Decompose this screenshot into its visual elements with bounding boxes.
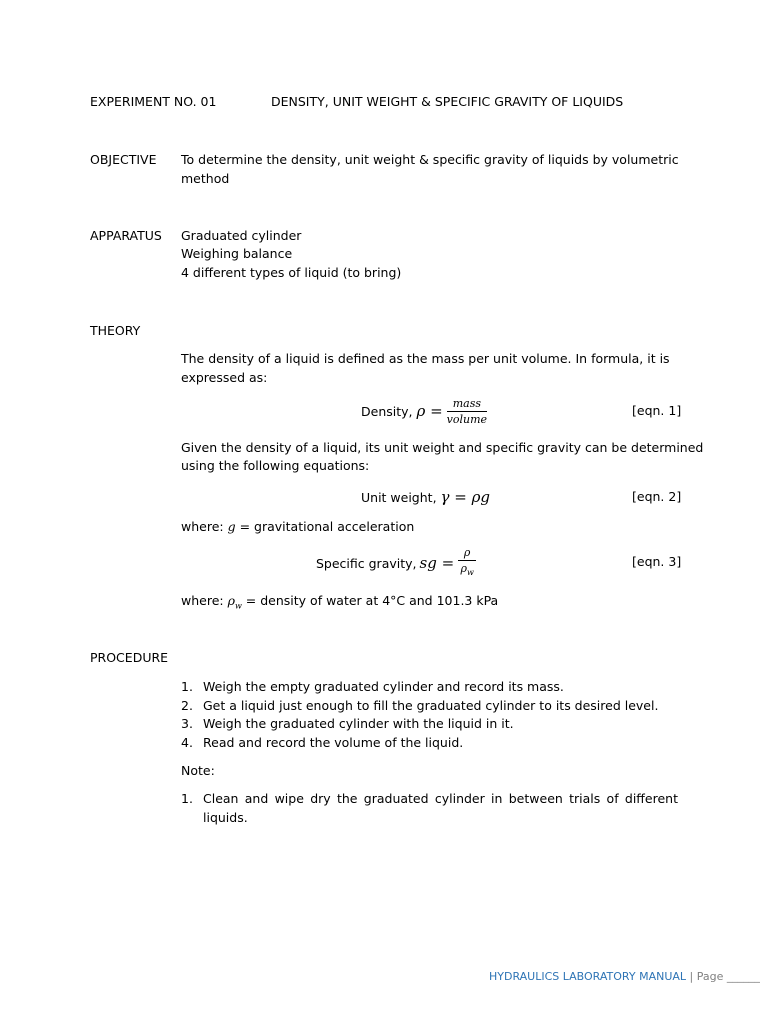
where2-text: = density of water at 4°C and 101.3 kPa [245, 593, 499, 608]
note-item [181, 790, 678, 827]
apparatus-item: Weighing balance [181, 246, 293, 261]
where-gravity [181, 518, 414, 536]
eq3-numerator: ρ [458, 546, 476, 561]
procedure-steps [181, 678, 681, 752]
eq3-fraction [458, 546, 476, 579]
note-label: Note: [181, 763, 215, 778]
footer-separator: | [689, 970, 694, 983]
eq2-tag: [eqn. 2] [632, 489, 682, 504]
eq2-expression: γ = ρg [440, 488, 491, 506]
eq1-tag: [eqn. 1] [632, 403, 682, 418]
apparatus-label: APPARATUS [90, 228, 162, 243]
procedure-label: PROCEDURE [90, 650, 169, 665]
step-text: Read and record the volume of the liquid. [203, 734, 464, 750]
eq1-numerator: mass [447, 397, 487, 412]
objective-text-line1: To determine the density, unit weight & specific gravity of liquids by volumetric [181, 152, 679, 167]
footer-page-label: Page ______ [696, 970, 760, 983]
where1-prefix: where: [181, 519, 224, 534]
footer-manual-title: HYDRAULICS LABORATORY MANUAL [489, 970, 687, 983]
eq1-fraction [447, 397, 487, 426]
equation-specific-gravity [316, 545, 476, 581]
where2-sym: ρ [227, 593, 235, 608]
eq3-den-symbol: ρ [460, 562, 467, 576]
theory-para2-line1: Given the density of a liquid, its unit weight and specific gravity can be determined [181, 440, 704, 455]
where-water-density [181, 592, 498, 616]
eq3-den-subscript: w [466, 568, 474, 578]
theory-para2-line2: using the following equations: [181, 458, 370, 473]
where1-text: = gravitational acceleration [239, 519, 415, 534]
step-number: 4. [181, 734, 193, 750]
eq1-label: Density, [361, 403, 413, 419]
where2-subscript: w [234, 601, 242, 611]
note-number: 1. [181, 791, 193, 806]
step-text: Get a liquid just enough to fill the graduated cylinder to its desired level. [203, 697, 659, 713]
apparatus-item: Graduated cylinder [181, 228, 302, 243]
note-text-line2: liquids. [203, 809, 248, 825]
where1-symbol: g [227, 519, 236, 534]
step-number: 1. [181, 679, 193, 694]
equation-density [361, 394, 487, 428]
where2-prefix: where: [181, 593, 224, 608]
eq3-label: Specific gravity, [316, 555, 417, 571]
eq3-tag: [eqn. 3] [632, 554, 682, 569]
eq3-lhs: sg = [419, 554, 455, 572]
where2-symbol [227, 593, 242, 611]
theory-label: THEORY [90, 323, 141, 338]
procedure-step [181, 697, 681, 716]
experiment-number: EXPERIMENT NO. 01 [90, 94, 217, 109]
procedure-step [181, 734, 681, 753]
step-text: Weigh the empty graduated cylinder and record its mass. [203, 679, 564, 694]
experiment-title: DENSITY, UNIT WEIGHT & SPECIFIC GRAVITY OF LIQUIDS [271, 94, 624, 109]
step-number: 3. [181, 716, 193, 731]
step-text: Weigh the graduated cylinder with the liquid in it. [203, 716, 514, 731]
procedure-step [181, 715, 681, 734]
page-footer [489, 968, 760, 986]
objective-label: OBJECTIVE [90, 152, 157, 167]
eq3-denominator [458, 561, 476, 579]
eq1-denominator: volume [446, 412, 488, 426]
note-text-line1: Clean and wipe dry the graduated cylinder in between trials of different [203, 791, 678, 806]
equation-unit-weight [361, 488, 490, 507]
theory-para1-line1: The density of a liquid is defined as the mass per unit volume. In formula, it is [181, 351, 670, 366]
theory-para1-line2: expressed as: [181, 370, 268, 385]
procedure-step [181, 678, 681, 697]
eq1-lhs: ρ = [416, 402, 443, 420]
eq2-label: Unit weight, [361, 490, 437, 505]
objective-text-line2: method [181, 171, 230, 186]
step-number: 2. [181, 697, 193, 713]
apparatus-item: 4 different types of liquid (to bring) [181, 265, 402, 280]
